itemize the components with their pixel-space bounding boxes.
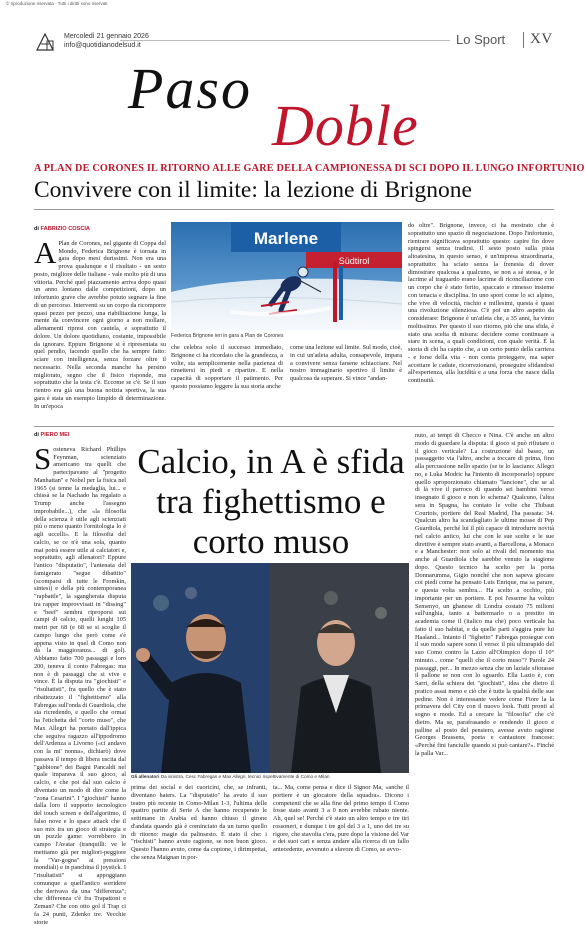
story-divider-rule xyxy=(34,426,554,427)
story1-top-rule xyxy=(34,209,554,210)
section-name: Lo Sport xyxy=(456,32,506,47)
header-rule xyxy=(120,40,450,41)
ski-race-image xyxy=(171,222,402,330)
page-number: XV xyxy=(530,31,553,47)
story1-author: FABRIZIO COSCIA xyxy=(40,226,90,232)
story2-text-col3: ta... Ma, come pensa e dice il Signor Ma, «anche il portiere è un giocatore della squadra». Dicono i competenti che se alla fine del primo tempo il Como fosse stato avanti 3 a 0 non avrebbe rubato niente. Ah, quel se! Perché c'è stato un altro tempo e tre tiri rossoneri, e dunque i tre gol del 3 a 1, uno dei tre su rigore, che stavolta c'era, pure dopo la visione del Var e dei suoi cari e senza andare alla ricerca di un fallo antecedente, avvenuto a sfavore di Como, se avvo- xyxy=(273,784,409,853)
story2-text-col2: prima dei social e dei cuoricini, che, se infranti, diventano haters. La "disputatio" ha avuto il suo teatro più recente in Como-Milan 1-3, l'ultima delle quattro partite di Serie A che hanno recuperato le settimane in Arabia ed hanno chiuso il girone d'andata quando già è cominciato da un turno quello di ritorno: magie da palinsesto. È stato il che: i "rischisti" hanno avuto ragione, se non buon gioco. Questo l'hanno avuto, come da copione, i dirimpettai, che senza Maignan in por- xyxy=(131,784,267,861)
coaches-caption-label: Gli allenatori xyxy=(131,774,160,779)
feature-title-doble: Doble xyxy=(272,93,419,158)
story2-column-4 xyxy=(415,432,554,870)
coaches-photo-caption xyxy=(131,774,409,779)
story2-text-col1: osteneva Richard Phillips Feynman, scienziato americano tra quelli che partecipavano al "progetto Manhattan" e Nobel per la fisica nel 1965 (si tenne la medaglia, lui... e chissà se la Nachado ha regalato a Trump anche l'assegno improbabile...), che «la filosofia della scienza è utile agli scienziati più o meno quanto l'ornitologia lo è agli uccelli». E la filosofia del calcio, se ce n'è una sola, quanto mai potrà essere utile ai calciatori e, soprattutto, agli allenatori? Eppure l'antico "disputatio", l'antenata del famigerato "segue dibattito" (scomparsi di tutte le Fromkin, sintesi) e della più contemporanea "rapbattle", la sgangherata disputa tra rapper improvvisati in "dissing" e "beef" sembra riproporsi sui campi di calcio, quelli lunghi 105 metri per 68 (e 68 se si scoglie il campo lungo che però come s'è appena visto in quel di Como non dà la maggioranza... di gol). Abbiamo fatto 700 passaggi e loro 200, teneva il conto Fabregas: ma non è di passaggi che si vive e vince. È la disputa tra "giochisti" e "risultatisti", fra quello che è stato ribattezzato il "fighettismo" alla Fabregas sull'onda di Guardiola, che sta ricredendo, e quello che ormai ha l'etichetta del "corto muso", che Max Allegri ha portato dall'ippica che seguiva ragazzo all'ippodromo dell'Ardenza a Livorno («ci andavo con la mi' nonna», dichiarò) dove passava il tempo di libera uscita dal "gabbione" dei Bagni Pancaldi nel quale imparava il suo gioco, al calcio, e che poi dal suo calcio è diventato un modo di dire come la "zona Cesarini". I "giochisti" hanno dalla loro il supporto tecnologico del touch screen e dell'algoritmo, il falso nove e lo space attack che il suo mix tra un gioco di strategia e un puzzle game: vorrebbero in campo l'Avatar (tranquilli: ve le mettiamo già per migliori-peggiore la "Var-gogna" ai pressioni mondiali) e in panchina il joystick. I "risultatisti" si appoggiano comunque a quell'antico sorridere che derivava da una "differenza"; che differenza c'è fra Trapattoni e Zeman? Che con otto gol il Trap ci fa 24 punti, Zdenko tre. Vecchie storie xyxy=(34,445,126,926)
story1-text-col1: Plan de Corones, nel gigante di Coppa del Mondo, Federica Brignone è tornata in gara dopo mesi durissimi. Non era una prova qualunque e il risultato - un sesto posto, migliore delle italiane - vale molto più di una vittoria. Perché quel piazzamento arriva dopo quasi un anno lontano dalle competizioni, dopo un infortunio grave che avrebbe potuto segnare la fine di un percorso. Interventi su un corpo da ricomporre quasi pezzo per pezzo, una riabilitazione lunga, la mente da convincere ogni giorno a non mollare, allenamenti ripresi con cautela, e soprattutto il dolore. Un dolore quotidiano, costante, impossibile da ignorare. Eppure Brignone si è ripresentata su quel pendio, facendo quello che ha sempre fatto: sciare con intelligenza, senza forzare oltre il necessario. Nella seconda manche ha persino migliorato, segno che il fisico risponde, ma soprattutto che la testa c'è. Eccome se c'è. Se il suo rientro era già una buona notizia sportiva, la sua gara è stata un esempio limpido di determinazione. In un'epoca xyxy=(34,239,166,410)
story1-text-col3: come una lezione sul limite. Sul modo, cioè, in cui un'atleta adulta, consapevole, impara a convivere senza farsene schiacciare. Nel nostro immaginario sportivo il limite è qualcosa da superare. Si vince "andan- xyxy=(290,344,402,382)
story2-author: PIERO MEI xyxy=(40,432,70,438)
story1-dropcap: A xyxy=(34,234,57,270)
coaches-caption-text: Da sinistra, Cesc Fabregas e Max Allegri, tecnici rispettivamente di Como e Milan xyxy=(160,774,330,779)
coaches-image xyxy=(131,563,409,773)
story1-text-col2: che celebra solo il successo immediato, Brignone ci ha ricordato che la grandezza, a volte, sta semplicemente nella pazienza di rimettersi in piedi e ripartire. E nella capacità di sopportare il patimento. Per questo possiamo leggere la sua storia anche xyxy=(171,344,283,390)
story2-column-3 xyxy=(273,784,409,870)
story1-text-col4: do oltre". Brignone, invece, ci ha mostrato che è soprattutto uno spazio di negoziazione. Dopo l'infortunio, rientrare significava soprattutto questo: capire fin dove spingersi senza tradirsi. Il sesto posto sulla pista altoatesina, in questo senso, è un'impresa straordinaria, soprattutto: ha sciato senza la frenesia di dover dimostrare qualcosa a qualcuno, se non a sé stessa, e le lacrime al traguardo erano lacrime di riconciliazione con un corpo che è stato ferito, spaccato e rimesso insieme con tenacia e disciplina. In uno sport come lo sci alpino, che vive di velocità, rischio e millesimi, questa è quasi una rivoluzione silenziosa. C'è poi un altro aspetto da considerare: Brignone è un'atleta che, a 35 anni, ha vinto moltissimo. Per questo il suo ritorno, più che una sfida, è stato una scelta di misura: decidere come continuare a stare in scena, a quali condizioni, con quale verità. È la storia di chi ha capito che, a un certo punto della carriera - e forse della vita - non conta proteggere, ma saper accettare le cadute, ricorrezionarsi, proseguire sfidandosi all'esperienza, alla lucidità e a una forza che nasce dalla continuità. xyxy=(408,222,554,384)
brignone-photo-caption: Federica Brignone ieri in gara a Plan de Corones xyxy=(171,333,284,339)
story2-text-col4: nuto, ai tempi di Checco e Nina. C'è anche un altro modo di guardare la disputa: il gioco si può rifiutare o il gioco verticale? La costruzione dal basso, un passaggetto via l'altro, anche a toccare di prima, fino alla percussione nello spazio (se te lo lasciano: Allegri no, e Luka Modric ha l'intento di incorporarlo) oppure quello sproporzionato chiamato "lancione", che se al di là vive il parroco di quando sei bambini verso insegnato il gioco e non lo schema? Qualcuno, l'altra sera in Spagna, ha contato le volte che Thibaut Courtois, portiere del Real Madrid, l'ha passata: 34. Qualcun altro ha scandagliato le ultime mosse di Pep Guardiola, perché lui il più capace di introdurre novità nel calcio antico, lui che con le sue scelte e le sue direttive è sempre stato avanti, a Barcellona, a Monaco e a Manchester: non solo ai rivali del momento ma anche al Guardiola che sarebbe venuto la stagione dopo. Questo tecnico ha scelto per la porta Donnarumma, Gigio nonché che non sapeva giocare coi piedi come ha pensato Luis Enrique, ma sa parare, e questa volta sembra... Ha scelto a occhio, più importante per un portiere. E poi l'esserne ha voluto Semenyo, un ghanese di Londra costato 75 milioni sull'unghia, tanto a battermarlo o a prestito in academia come il (italico ma che) poco verticale ha fatto il suo habitat, e da quelle parti s'aggira pure lui Haaland... Intanto il "fighetto" Fabregas prosegue con il suo modo sapere sono il verso: il più ultrarapido del suo Como contro la Lazio all'Olimpico dopo il 10° minuto... come "quelli che il corto muso"? Parole 24 passaggi, per... In mezzo senza che un laziale sfiorasse il pallone se non con lo sguardo. Ella Lazio è, con Sarri, della schiera dei "giochisti", idea che dietro il pratico assai meno e ciò che è tutte la qualità delle sue pedine. Non è interessante vedere come Fiore la la primavera del City con il nuovo look. Tutti pronti al sogno e mode. Ed a cercare la "filosofia" che c'è dietro. Ma se, parafrasando e rendendo il gioco e palline al posto del pensiero, avesse avuto ragione Georges Brassens, poeta e cantautore francese: «Perché fini fanciulle quando si può cantare?». Finché la palla Var... xyxy=(415,432,554,757)
story1-column-4 xyxy=(408,222,554,422)
story2-dropcap: S xyxy=(34,440,52,476)
newspaper-logo xyxy=(34,31,56,53)
story1-column-3 xyxy=(290,344,402,422)
story1-kicker: A PLAN DE CORONES IL RITORNO ALLE GARE DELLA CAMPIONESSA DI SCI DOPO IL LUNGO INFORTUNIO xyxy=(34,163,585,174)
sponsor-banner-text: Marlene xyxy=(253,229,319,248)
story1-column-2 xyxy=(171,344,283,422)
brignone-photo xyxy=(171,222,402,330)
story2-column-1 xyxy=(34,432,126,926)
header-separator xyxy=(523,32,524,48)
issue-date: Mercoledì 21 gennaio 2026 xyxy=(64,33,149,40)
reproduction-notice: © riproduzione riservata · Tutti i diritti sono riservati xyxy=(6,1,108,6)
story1-byline: di FABRIZIO COSCIA xyxy=(34,226,90,232)
feature-title-paso: Paso xyxy=(128,56,252,121)
story2-headline: Calcio, in A è sfida tra fighettismo e corto muso xyxy=(137,442,405,561)
story2-byline: di PIERO MEI xyxy=(34,432,70,438)
story1-column-1 xyxy=(34,226,166,422)
sponsor-banner-text-2: Südtirol xyxy=(338,256,370,266)
page-header xyxy=(0,28,580,54)
coaches-photo xyxy=(131,563,409,773)
story1-headline: Convivere con il limite: la lezione di Brignone xyxy=(34,177,472,203)
story2-column-2 xyxy=(131,784,267,870)
contact-email: info@quotidianodelsud.it xyxy=(64,42,141,49)
